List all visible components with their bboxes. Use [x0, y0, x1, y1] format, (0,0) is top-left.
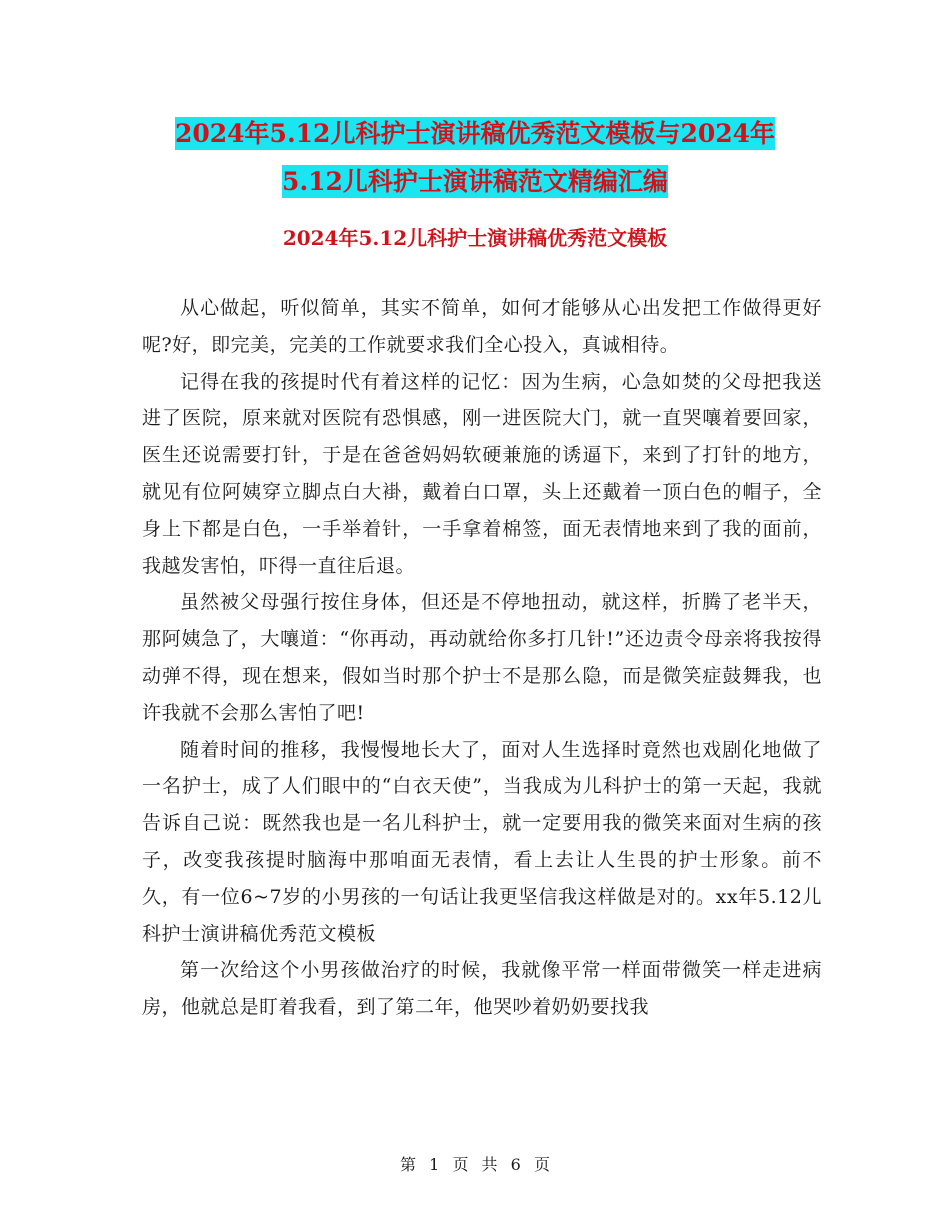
footer-prefix: 第: [400, 1155, 417, 1174]
paragraph: 虽然被父母强行按住身体，但还是不停地扭动，就这样，折腾了老半天，那阿姨急了，大嚷道：“你再动，再动就给你多打几针!”还边责令母亲将我按得动弹不得，现在想来，假如当时那个护士不是那么隐，而是微笑症鼓舞我，也许我就不会那么害怕了吧!: [142, 591, 822, 724]
paragraph: 第一次给这个小男孩做治疗的时候，我就像平常一样面带微笑一样走进病房，他就总是盯着我看，到了第二年，他哭吵着奶奶要找我: [142, 959, 822, 1019]
footer-page-total: 6: [510, 1155, 521, 1174]
page-footer: [0, 1152, 950, 1175]
footer-middle2: 共: [481, 1155, 498, 1174]
paragraph: 随着时间的推移，我慢慢地长大了，面对人生选择时竟然也戏剧化地做了一名护士，成了人们眼中的“白衣天使”，当我成为儿科护士的第一天起，我就告诉自己说：既然我也是一名儿科护士，就一定要用我的微笑来面对生病的孩子，改变我孩提时脑海中那咱面无表情，看上去让人生畏的护士形象。前不久，有一位6~7岁的小男孩的一句话让我更坚信我这样做是对的。xx年5.12儿科护士演讲稿优秀范文模板: [142, 738, 822, 945]
footer-suffix: 页: [533, 1155, 550, 1174]
footer-page-current: 1: [429, 1155, 440, 1174]
document-title: [0, 110, 950, 206]
paragraph: 从心做起，听似简单，其实不简单，如何才能够从心出发把工作做得更好呢?好，即完美，完美的工作就要求我们全心投入，真诚相待。: [142, 297, 822, 356]
paragraph: 记得在我的孩提时代有着这样的记忆：因为生病，心急如焚的父母把我送进了医院，原来就对医院有恐惧感，刚一进医院大门，就一直哭嚷着要回家，医生还说需要打针，于是在爸爸妈妈软硬兼施的诱逼下，来到了打针的地方，就见有位阿姨穿立脚点白大褂，戴着白口罩，头上还戴着一顶白色的帽子，全身上下都是白色，一手举着针，一手拿着棉签，面无表情地来到了我的面前，我越发害怕，吓得一直往后退。: [142, 370, 822, 577]
section-title: 2024年5.12儿科护士演讲稿优秀范文模板: [282, 226, 668, 250]
document-title-line2: 5.12儿科护士演讲稿范文精编汇编: [282, 167, 668, 196]
document-title-line1: 2024年5.12儿科护士演讲稿优秀范文模板与2024年: [174, 119, 776, 148]
document-body: [142, 290, 822, 1026]
footer-middle1: 页: [452, 1155, 469, 1174]
